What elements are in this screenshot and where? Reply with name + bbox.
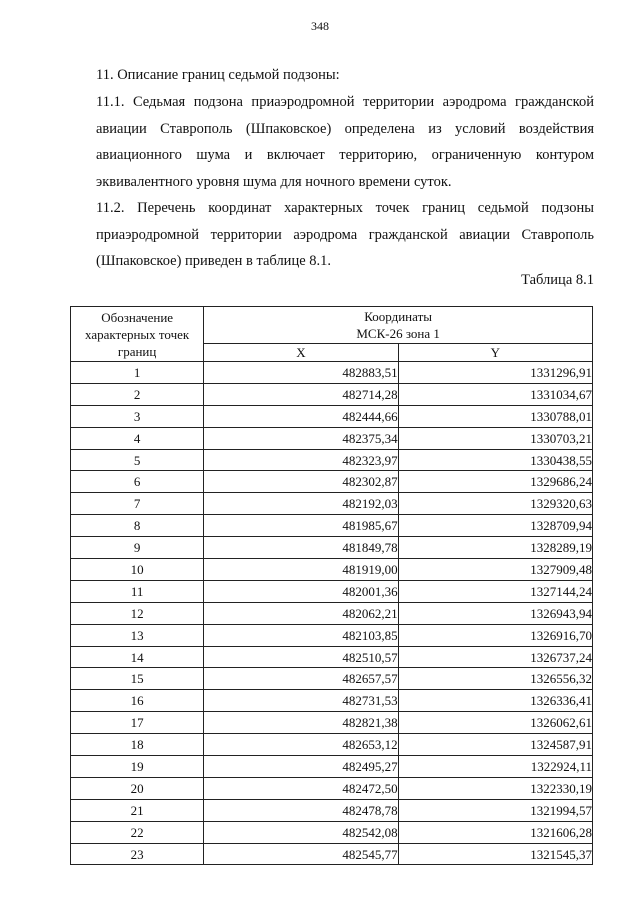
cell-point: 20	[71, 777, 204, 799]
cell-point: 19	[71, 756, 204, 778]
table-row	[71, 690, 593, 712]
table-row	[71, 734, 593, 756]
cell-y: 1331296,91	[398, 362, 592, 384]
cell-point: 15	[71, 668, 204, 690]
coordinates-header-line2: МСК-26 зона 1	[356, 326, 440, 341]
table-row	[71, 712, 593, 734]
section-heading-text: 11. Описание границ седьмой подзоны:	[96, 67, 340, 83]
table-row	[71, 580, 593, 602]
cell-x: 482545,77	[204, 843, 398, 865]
cell-x: 482323,97	[204, 449, 398, 471]
cell-point: 11	[71, 580, 204, 602]
cell-y: 1327909,48	[398, 559, 592, 581]
column-header-coordinates	[204, 307, 593, 344]
cell-point: 3	[71, 405, 204, 427]
table-row	[71, 537, 593, 559]
table-row	[71, 427, 593, 449]
cell-point: 7	[71, 493, 204, 515]
cell-y: 1328709,94	[398, 515, 592, 537]
table-row	[71, 777, 593, 799]
paragraph-coordinates-reference	[67, 195, 594, 275]
table-row	[71, 756, 593, 778]
page-number: 348	[311, 19, 329, 33]
paragraph-1-text: 11.1. Седьмая подзона приаэродромной территории аэродрома гражданской авиации Ставрополь (Шпаковское) определена из условий воздействия авиационного шума и включает территорию, ограниченную контуром эквивалентного уровня шума для ночного времени суток.	[96, 94, 594, 190]
cell-y: 1321994,57	[398, 799, 592, 821]
table-row	[71, 515, 593, 537]
table-body	[71, 362, 593, 865]
cell-y: 1326943,94	[398, 602, 592, 624]
cell-y: 1328289,19	[398, 537, 592, 559]
table-caption: Таблица 8.1	[521, 272, 594, 288]
cell-point: 12	[71, 602, 204, 624]
cell-y: 1330703,21	[398, 427, 592, 449]
table-row	[71, 559, 593, 581]
cell-y: 1331034,67	[398, 383, 592, 405]
cell-point: 2	[71, 383, 204, 405]
cell-x: 482542,08	[204, 821, 398, 843]
cell-y: 1322924,11	[398, 756, 592, 778]
cell-point: 23	[71, 843, 204, 865]
cell-y: 1326556,32	[398, 668, 592, 690]
table-row	[71, 471, 593, 493]
cell-y: 1322330,19	[398, 777, 592, 799]
cell-x: 482495,27	[204, 756, 398, 778]
table-row	[71, 405, 593, 427]
column-header-y: Y	[398, 344, 592, 362]
table-row	[71, 624, 593, 646]
cell-y: 1326737,24	[398, 646, 592, 668]
table-row	[71, 843, 593, 865]
cell-x: 482821,38	[204, 712, 398, 734]
cell-y: 1324587,91	[398, 734, 592, 756]
cell-x: 482478,78	[204, 799, 398, 821]
table-row	[71, 602, 593, 624]
paragraph-2-text: 11.2. Перечень координат характерных точек границ седьмой подзоны приаэродромной территории аэродрома гражданской авиации Ставрополь (Шпаковское) приведен в таблице 8.1.	[96, 200, 594, 269]
coordinates-table	[70, 306, 593, 865]
cell-y: 1326336,41	[398, 690, 592, 712]
coordinates-header-line1: Координаты	[364, 309, 432, 324]
cell-x: 482657,57	[204, 668, 398, 690]
cell-point: 22	[71, 821, 204, 843]
cell-point: 17	[71, 712, 204, 734]
cell-y: 1329686,24	[398, 471, 592, 493]
cell-x: 482302,87	[204, 471, 398, 493]
cell-point: 16	[71, 690, 204, 712]
table-row	[71, 449, 593, 471]
column-header-x: X	[204, 344, 398, 362]
column-header-point: Обозначение характерных точек границ	[71, 307, 204, 362]
cell-x: 482062,21	[204, 602, 398, 624]
cell-x: 482472,50	[204, 777, 398, 799]
cell-point: 9	[71, 537, 204, 559]
table-row	[71, 493, 593, 515]
table-row	[71, 362, 593, 384]
cell-point: 13	[71, 624, 204, 646]
cell-point: 5	[71, 449, 204, 471]
cell-x: 482883,51	[204, 362, 398, 384]
cell-x: 482192,03	[204, 493, 398, 515]
cell-x: 482375,34	[204, 427, 398, 449]
cell-point: 1	[71, 362, 204, 384]
cell-y: 1330438,55	[398, 449, 592, 471]
cell-y: 1329320,63	[398, 493, 592, 515]
cell-y: 1330788,01	[398, 405, 592, 427]
cell-x: 482001,36	[204, 580, 398, 602]
table-row	[71, 383, 593, 405]
cell-y: 1327144,24	[398, 580, 592, 602]
cell-x: 482103,85	[204, 624, 398, 646]
cell-x: 482653,12	[204, 734, 398, 756]
table-row	[71, 821, 593, 843]
section-heading	[67, 62, 594, 89]
cell-point: 8	[71, 515, 204, 537]
table-row	[71, 668, 593, 690]
cell-x: 482731,53	[204, 690, 398, 712]
table-row	[71, 646, 593, 668]
cell-point: 18	[71, 734, 204, 756]
cell-y: 1326062,61	[398, 712, 592, 734]
cell-x: 482714,28	[204, 383, 398, 405]
cell-x: 481919,00	[204, 559, 398, 581]
cell-x: 482510,57	[204, 646, 398, 668]
cell-point: 4	[71, 427, 204, 449]
table-row	[71, 799, 593, 821]
cell-point: 10	[71, 559, 204, 581]
cell-point: 6	[71, 471, 204, 493]
cell-point: 14	[71, 646, 204, 668]
cell-x: 481985,67	[204, 515, 398, 537]
cell-x: 481849,78	[204, 537, 398, 559]
cell-y: 1321606,28	[398, 821, 592, 843]
cell-y: 1326916,70	[398, 624, 592, 646]
cell-x: 482444,66	[204, 405, 398, 427]
cell-point: 21	[71, 799, 204, 821]
cell-y: 1321545,37	[398, 843, 592, 865]
paragraph-subzone-description	[67, 89, 594, 195]
